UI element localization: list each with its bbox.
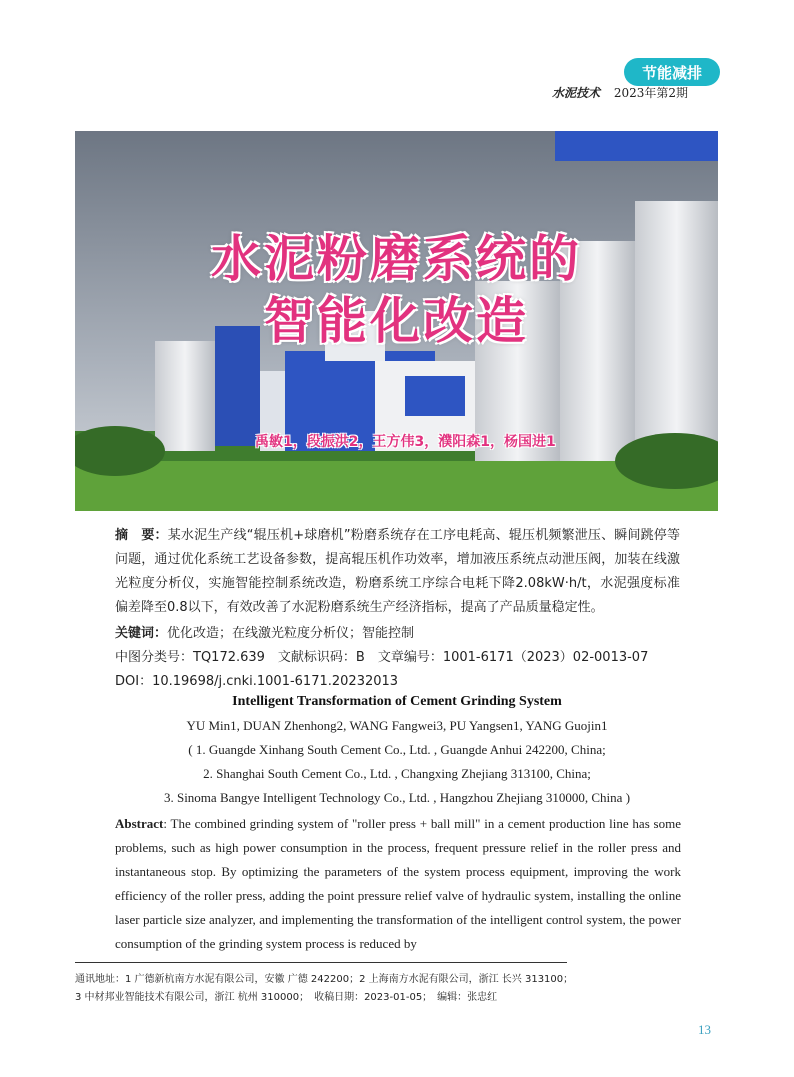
abstract-en-label: Abstract <box>115 816 164 831</box>
affiliation-2: 2. Shanghai South Cement Co., Ltd. , Changxing Zhejiang 313100, China; <box>203 766 591 781</box>
keywords-label: 关键词： <box>115 626 168 641</box>
abstract-en <box>115 812 681 956</box>
affiliation-3: 3. Sinoma Bangye Intelligent Technology Co., Ltd. , Hangzhou Zhejiang 310000, China ) <box>163 790 631 805</box>
journal-name: 水泥技术 <box>552 86 601 100</box>
footnote-line2: 3 中材邦业智能技术有限公司，浙江 杭州 310000； 收稿日期：2023-01-05； 编辑：张忠红 <box>75 992 498 1003</box>
issue-label: 2023年第2期 <box>613 86 689 100</box>
abstract-cn <box>115 524 680 620</box>
journal-header <box>552 84 688 101</box>
classification: 中图分类号：TQ172.639 文献标识码：B 文章编号：1001-6171（2023）02-0013-07 <box>115 650 649 665</box>
abstract-en-text: : The combined grinding system of "roller press + ball mill" in a cement production line has some problems, such as high power consumption in the process, frequent pressure relief in the roller press and instantaneous stop. By optimizing the parameters of the system process equipment, improving the work efficiency of the roller press, adding the point pressure relief valve of hydraulic system, installing the online laser particle size analyzer, and implementing the transformation of the intelligent control system, the power consumption of the grinding system process is reduced by <box>115 816 681 951</box>
page-number: 13 <box>698 1022 711 1037</box>
doi: DOI：10.19698/j.cnki.1001-6171.20232013 <box>115 674 399 689</box>
section-badge: 节能减排 <box>624 58 720 86</box>
footnote-line1: 通讯地址：1 广德新杭南方水泥有限公司，安徽 广德 242200；2 上海南方水泥有限公司，浙江 长兴 313100； <box>75 974 574 985</box>
authors-cn: 禹敏1，段振洪2，王方伟3，濮阳森1，杨国进1 <box>255 434 556 450</box>
abstract-cn-label: 摘 要： <box>115 528 168 543</box>
keywords-cn <box>115 622 695 641</box>
hero-title-line1: 水泥粉磨系统的 <box>211 230 582 288</box>
abstract-cn-text: 某水泥生产线“辊压机+球磨机”粉磨系统存在工序电耗高、辊压机频繁泄压、瞬间跳停等问题，通过优化系统工艺设备参数，提高辊压机作功效率，增加液压系统点动泄压阀，加装在线激光粒度分析仪，实施智能控制系统改造，粉磨系统工序综合电耗下降2.08kW·h/t，水泥强度标准偏差降至0.8以下，有效改善了水泥粉磨系统生产经济指标，提高了产品质量稳定性。 <box>115 528 680 615</box>
english-authors: YU Min1, DUAN Zhenhong2, WANG Fangwei3, PU Yangsen1, YANG Guojin1 <box>186 718 608 733</box>
affiliation-1: ( 1. Guangde Xinhang South Cement Co., Ltd. , Guangde Anhui 242200, China; <box>188 742 606 757</box>
hero-image <box>75 131 718 511</box>
english-title: Intelligent Transformation of Cement Grinding System <box>232 694 562 709</box>
hero-title-line2: 智能化改造 <box>264 292 529 350</box>
keywords-text: 优化改造；在线激光粒度分析仪；智能控制 <box>167 626 415 641</box>
footnote-divider <box>75 962 567 963</box>
